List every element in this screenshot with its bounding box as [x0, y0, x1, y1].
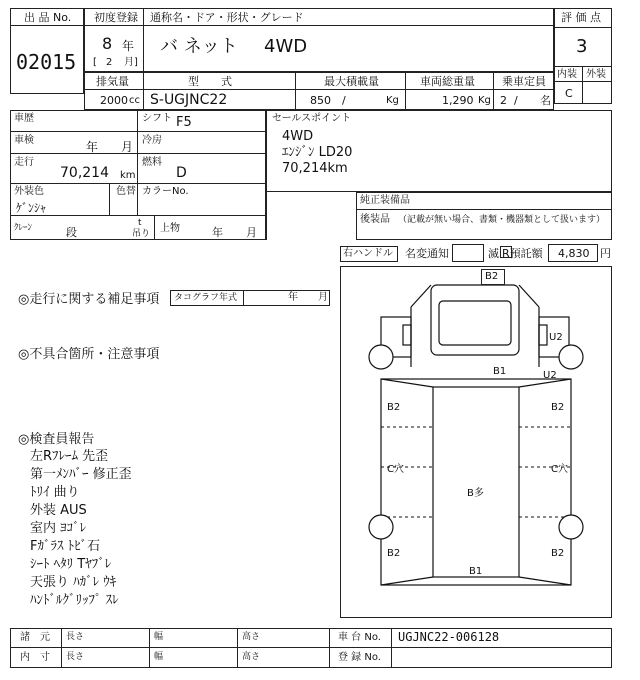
inspection-label: 車検 [14, 135, 34, 146]
damage-mark: B2 [387, 548, 401, 559]
reg-year-unit: 年 [122, 39, 135, 53]
inspector-line: 外装 AUS [30, 503, 87, 518]
chassis-label: 車 台 No. [338, 632, 381, 643]
damage-mark: C穴 [551, 464, 568, 475]
car-name: バ ネット [160, 36, 238, 57]
lot-label: 出 品 No. [24, 11, 72, 24]
right-handle: 右ハンドル [343, 248, 393, 259]
inspector-line: 第一ﾒﾝﾊﾞｰ 修正歪 [30, 467, 132, 482]
inspection-year-unit: 年 [86, 140, 99, 154]
damage-mark: U2 [543, 370, 557, 381]
color-change-label: 色替 [116, 186, 136, 197]
damage-mark: B1 [493, 366, 507, 377]
debt-label: 滅 [488, 247, 499, 260]
displacement-value: 2000 [100, 94, 128, 107]
sales-line: ｴﾝｼﾞﾝ LD20 [282, 145, 353, 160]
color-label: 外装色 [14, 186, 44, 197]
gross-weight-label: 車両総重量 [420, 75, 475, 88]
crane-ton: t [138, 218, 142, 228]
genuine-equipment-label: 純正装備品 [360, 195, 410, 206]
car-grade: 4WD [264, 36, 308, 57]
reg-month-unit: 月] [124, 57, 138, 68]
inspector-line: Fｶﾞﾗｽ ﾄﾋﾞ石 [30, 539, 101, 554]
inspector-line: ｼｰﾄ ﾍﾀﾘ Tﾔﾌﾞﾚ [30, 557, 112, 572]
reg-year: 8 [102, 34, 113, 53]
crane-stage: 段 [66, 226, 77, 239]
max-load-sep: / [342, 94, 346, 107]
name-change-box [452, 244, 484, 262]
chassis-number: UGJNC22-006128 [398, 630, 500, 644]
damage-mark: B2 [387, 402, 401, 413]
reg-month: 2 [106, 57, 113, 68]
inspector-line: ﾄﾘｲ 曲り [30, 485, 80, 500]
length-label: 長さ [66, 652, 85, 662]
max-load-value: 850 [310, 94, 331, 107]
defect-heading: ◎不具合箇所・注意事項 [18, 347, 160, 362]
upper-year: 年 [212, 226, 223, 239]
score-value: 3 [576, 36, 588, 57]
history-label: 車歴 [14, 113, 34, 124]
driving-heading: ◎走行に関する補足事項 [18, 292, 160, 307]
reg-month-open: [ [93, 57, 97, 68]
fuel-label: 燃料 [142, 157, 162, 168]
capacity-unit: 名 [540, 94, 551, 107]
r-reserve-label: R預託額 [502, 247, 543, 260]
score-label: 評 価 点 [561, 11, 601, 24]
damage-mark: C穴 [387, 464, 404, 475]
tacho-label: タコグラフ年式 [174, 293, 238, 303]
truck-outline [341, 267, 611, 617]
width-label: 幅 [154, 632, 164, 642]
height-label: 高さ [242, 632, 261, 642]
capacity-value: 2 [500, 94, 507, 107]
damage-mark: B1 [469, 566, 483, 577]
capacity-label: 乗車定員 [502, 75, 546, 88]
exterior-label: 外装 [586, 69, 606, 80]
damage-mark: B2 [551, 402, 565, 413]
upper-label: 上物 [160, 223, 180, 234]
interior-grade: C [565, 87, 573, 100]
inspector-heading: ◎検査員報告 [18, 432, 95, 447]
color-code-label: カラーNo. [142, 186, 189, 197]
length-label: 長さ [66, 632, 85, 642]
crane-label: ｸﾚｰﾝ [14, 223, 33, 233]
sales-line: 4WD [282, 129, 314, 144]
inspector-line: 天張り ﾊｶﾞﾚ ｳｷ [30, 575, 117, 590]
model-code: S-UGJNC22 [150, 92, 228, 108]
displacement-unit: cc [129, 95, 140, 106]
capacity-sep: / [514, 94, 518, 107]
r-reserve-value: 4,830 [558, 247, 590, 260]
sales-line: 70,214km [282, 161, 348, 176]
fuel-value: D [176, 165, 187, 181]
inspector-line: ﾊﾝﾄﾞﾙｸﾞﾘｯﾌﾟ ｽﾚ [30, 593, 119, 608]
first-reg-label: 初度登録 [94, 11, 138, 24]
model-name-label: 通称名・ドア・形状・グレード [150, 11, 304, 24]
shift-value: F5 [176, 115, 192, 130]
shift-label: シフト [142, 113, 172, 124]
max-load-label: 最大積載量 [324, 75, 379, 88]
dims-label: 諸 元 [20, 632, 50, 643]
damage-mark: B多 [467, 488, 484, 499]
vehicle-diagram [340, 266, 612, 618]
name-change-label: 名変通知 [405, 247, 449, 260]
lot-number: 02015 [16, 50, 77, 74]
inspector-line: 左Rﾌﾚｰﾑ 先歪 [30, 449, 109, 464]
width-label: 幅 [154, 652, 164, 662]
ac-label: 冷房 [142, 135, 162, 146]
model-label: 型 式 [188, 75, 232, 88]
height-label: 高さ [242, 652, 261, 662]
mileage-unit: km [120, 170, 136, 181]
upper-month: 月 [246, 226, 257, 239]
registration-label: 登 録 No. [338, 652, 381, 663]
mileage-label: 走行 [14, 157, 34, 168]
damage-mark: B2 [485, 271, 499, 282]
displacement-label: 排気量 [96, 75, 129, 88]
gross-weight-value: 1,290 [442, 94, 474, 107]
color-value: ｹﾞﾝｼｬ [16, 201, 47, 215]
inner-dims-label: 内 寸 [20, 652, 50, 663]
damage-mark: U2 [549, 332, 563, 343]
inspector-line: 室内 ﾖｺﾞﾚ [30, 521, 87, 536]
damage-mark: B2 [551, 548, 565, 559]
crane-lift: 吊り [132, 229, 151, 239]
aftermarket-note: （記載が無い場合、書類・機器類として扱います） [398, 215, 606, 225]
r-reserve-unit: 円 [600, 247, 611, 260]
tacho-month: 月 [318, 292, 328, 303]
aftermarket-label: 後装品 [360, 214, 390, 225]
tacho-year: 年 [288, 292, 298, 303]
max-load-unit: Kg [386, 95, 399, 106]
inspection-month-unit: 月 [121, 140, 134, 154]
interior-label: 内装 [557, 69, 577, 80]
sales-point-label: セールスポイント [272, 113, 352, 124]
mileage-value: 70,214 [60, 165, 109, 181]
gross-weight-unit: Kg [478, 95, 491, 106]
